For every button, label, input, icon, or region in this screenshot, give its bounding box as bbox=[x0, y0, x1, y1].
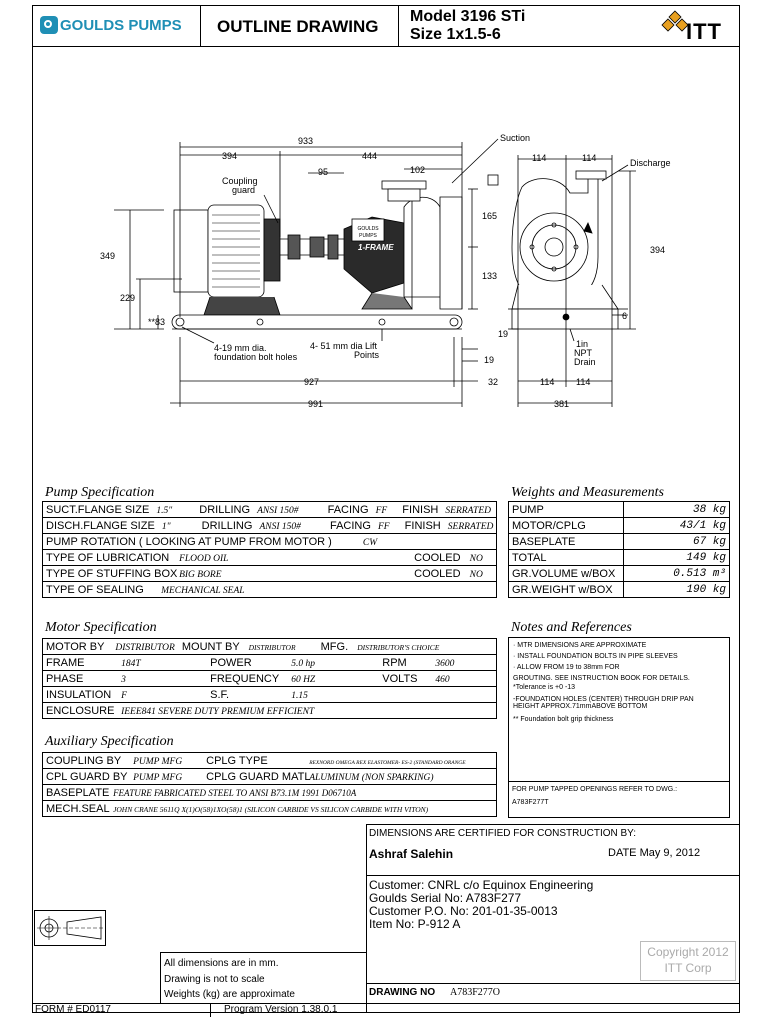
drawing-no-rule bbox=[366, 983, 740, 984]
svg-text:927: 927 bbox=[304, 377, 320, 387]
table-row: MECH.SEAL JOHN CRANE 5611Q X(1)O(58)1XO(58)1 (SILICON CARBIDE VS SILICON CARBIDE WITH VITON) bbox=[43, 801, 497, 817]
goulds-pumps-logo: GOULDS PUMPS bbox=[40, 12, 190, 38]
table-row: CPL GUARD BY PUMP MFG CPLG GUARD MATL ALUMINUM (NON SPARKING) bbox=[43, 769, 497, 785]
table-row: DISCH.FLANGE SIZE 1" DRILLING ANSI 150# FACING FF FINISH SERRATED bbox=[43, 518, 497, 534]
svg-text:Coupling: Coupling bbox=[222, 176, 258, 186]
projection-symbol-icon bbox=[34, 910, 106, 946]
svg-text:95: 95 bbox=[318, 167, 329, 177]
model-label: Model 3196 STi bbox=[410, 8, 526, 25]
drawing-no: A783F277O bbox=[450, 987, 501, 998]
header-divider bbox=[398, 5, 399, 46]
general-notes: All dimensions are in mm. Drawing is not to scale Weights (kg) are approximate bbox=[160, 952, 367, 1004]
table-row: PUMP 38 kg bbox=[509, 502, 730, 518]
svg-text:GOULDS: GOULDS bbox=[357, 226, 379, 232]
motor-spec-title: Motor Specification bbox=[45, 620, 157, 635]
svg-text:133: 133 bbox=[482, 271, 498, 281]
svg-text:Drain: Drain bbox=[574, 357, 596, 367]
svg-text:394: 394 bbox=[222, 151, 238, 161]
svg-text:4- 51 mm dia Lift: 4- 51 mm dia Lift bbox=[310, 341, 378, 351]
weights-table bbox=[508, 501, 730, 598]
page-title: OUTLINE DRAWING bbox=[217, 17, 379, 36]
tapped-openings-ref: FOR PUMP TAPPED OPENINGS REFER TO DWG.: A783F277T bbox=[508, 782, 730, 818]
header-divider bbox=[200, 5, 201, 46]
table-row: FRAME 184T POWER 5.0 hp RPM 3600 bbox=[43, 655, 497, 671]
table-row: PHASE 3 FREQUENCY 60 HZ VOLTS 460 bbox=[43, 671, 497, 687]
svg-text:Discharge: Discharge bbox=[630, 158, 671, 168]
svg-text:19: 19 bbox=[498, 329, 509, 339]
footer-divider bbox=[210, 1003, 211, 1017]
table-row: INSULATION F S.F. 1.15 bbox=[43, 687, 497, 703]
svg-text:1-FRAME: 1-FRAME bbox=[358, 243, 394, 252]
svg-text:6: 6 bbox=[622, 311, 628, 321]
svg-text:114: 114 bbox=[582, 153, 597, 163]
program-version: Program Version 1.38.0.1 bbox=[224, 1004, 338, 1015]
svg-text:933: 933 bbox=[298, 136, 314, 146]
size-label: Size 1x1.5-6 bbox=[410, 26, 501, 43]
form-number: FORM # ED0117 bbox=[35, 1004, 111, 1015]
svg-text:19: 19 bbox=[484, 355, 495, 365]
svg-text:guard: guard bbox=[232, 185, 256, 195]
table-row: TYPE OF LUBRICATION FLOOD OIL COOLED NO bbox=[43, 550, 497, 566]
copyright-stamp: Copyright 2012 ITT Corp bbox=[640, 941, 736, 981]
table-row: SUCT.FLANGE SIZE 1.5" DRILLING ANSI 150# FACING FF FINISH SERRATED bbox=[43, 502, 497, 518]
svg-text:PUMPS: PUMPS bbox=[359, 233, 377, 239]
table-row: GR.VOLUME w/BOX 0.513 m³ bbox=[509, 566, 730, 582]
svg-text:114: 114 bbox=[540, 377, 555, 387]
outline-drawing bbox=[32, 47, 740, 477]
certification-date: DATE May 9, 2012 bbox=[608, 847, 701, 859]
svg-text:NPT: NPT bbox=[574, 348, 592, 358]
svg-text:**83: **83 bbox=[148, 317, 166, 327]
svg-text:991: 991 bbox=[308, 399, 324, 409]
svg-text:444: 444 bbox=[362, 151, 378, 161]
table-row: PUMP ROTATION ( LOOKING AT PUMP FROM MOTOR ) CW bbox=[43, 534, 497, 550]
cert-mid-rule bbox=[366, 875, 740, 876]
svg-text:229: 229 bbox=[120, 293, 136, 303]
svg-text:165: 165 bbox=[482, 211, 498, 221]
table-row: TYPE OF SEALING MECHANICAL SEAL bbox=[43, 582, 497, 598]
motor-spec-table bbox=[42, 638, 497, 719]
table-row: GR.WEIGHT w/BOX 190 kg bbox=[509, 582, 730, 598]
motor-body bbox=[208, 205, 264, 297]
aux-spec-table bbox=[42, 752, 497, 817]
table-row: TOTAL 149 kg bbox=[509, 550, 730, 566]
customer-info: Customer: CNRL c/o Equinox Engineering Goulds Serial No: A783F277 Customer P.O. No: 201-01-35-0013 Item No: P-912 A bbox=[369, 878, 594, 931]
svg-text:114: 114 bbox=[576, 377, 591, 387]
table-row: COUPLING BY PUMP MFG CPLG TYPE REXNORD OMEGA REX ELASTOMER- ES-2 (STANDARD ORANGE bbox=[43, 753, 497, 769]
svg-text:394: 394 bbox=[650, 245, 666, 255]
svg-text:foundation bolt holes: foundation bolt holes bbox=[214, 352, 298, 362]
motor-end-cap bbox=[174, 210, 208, 292]
cert-top-rule bbox=[366, 824, 740, 825]
certifier-name: Ashraf Salehin bbox=[369, 847, 454, 861]
table-row: MOTOR/CPLG 43/1 kg bbox=[509, 518, 730, 534]
itt-logo: ITT bbox=[660, 9, 730, 43]
svg-text:381: 381 bbox=[554, 399, 570, 409]
svg-text:Points: Points bbox=[354, 350, 380, 360]
table-row: BASEPLATE 67 kg bbox=[509, 534, 730, 550]
goulds-logo-icon bbox=[40, 16, 58, 34]
svg-text:114: 114 bbox=[532, 153, 547, 163]
table-row: ENCLOSURE IEEE841 SEVERE DUTY PREMIUM EFFICIENT bbox=[43, 703, 497, 719]
table-row: MOTOR BY DISTRIBUTOR MOUNT BY DISTRIBUTOR MFG. DISTRIBUTOR'S CHOICE bbox=[43, 639, 497, 655]
svg-text:349: 349 bbox=[100, 251, 116, 261]
aux-spec-title: Auxiliary Specification bbox=[45, 734, 174, 749]
svg-text:102: 102 bbox=[410, 165, 426, 175]
svg-text:1in: 1in bbox=[576, 339, 589, 349]
svg-text:4-19 mm dia.: 4-19 mm dia. bbox=[214, 343, 267, 353]
notes-title: Notes and References bbox=[511, 620, 632, 635]
svg-text:32: 32 bbox=[488, 377, 499, 387]
footer-rule bbox=[32, 1003, 740, 1004]
pump-spec-title: Pump Specification bbox=[45, 485, 155, 500]
certified-by-label: DIMENSIONS ARE CERTIFIED FOR CONSTRUCTION BY: bbox=[369, 828, 637, 839]
notes-box: · MTR DIMENSIONS ARE APPROXIMATE · INSTALL FOUNDATION BOLTS IN PIPE SLEEVES · ALLOW FROM 19 to 38mm FOR GROUTING. SEE INSTRUCTION BOOK FOR DETAILS. *Tolerance is +0 -13 -FOUNDATION HOLES (CENTER) THROUGH DRIP PAN HEIGHT APPROX.71mmABOVE BOTTOM ** Foundation bolt grip thickness bbox=[508, 637, 730, 782]
svg-text:Suction: Suction bbox=[500, 133, 531, 143]
table-row: TYPE OF STUFFING BOX BIG BORE COOLED NO bbox=[43, 566, 497, 582]
weights-title: Weights and Measurements bbox=[511, 485, 664, 500]
table-row: BASEPLATE FEATURE FABRICATED STEEL TO ANSI B73.1M 1991 D06710A bbox=[43, 785, 497, 801]
pump-spec-table bbox=[42, 501, 497, 598]
drawing-no-label: DRAWING NO bbox=[369, 987, 436, 998]
